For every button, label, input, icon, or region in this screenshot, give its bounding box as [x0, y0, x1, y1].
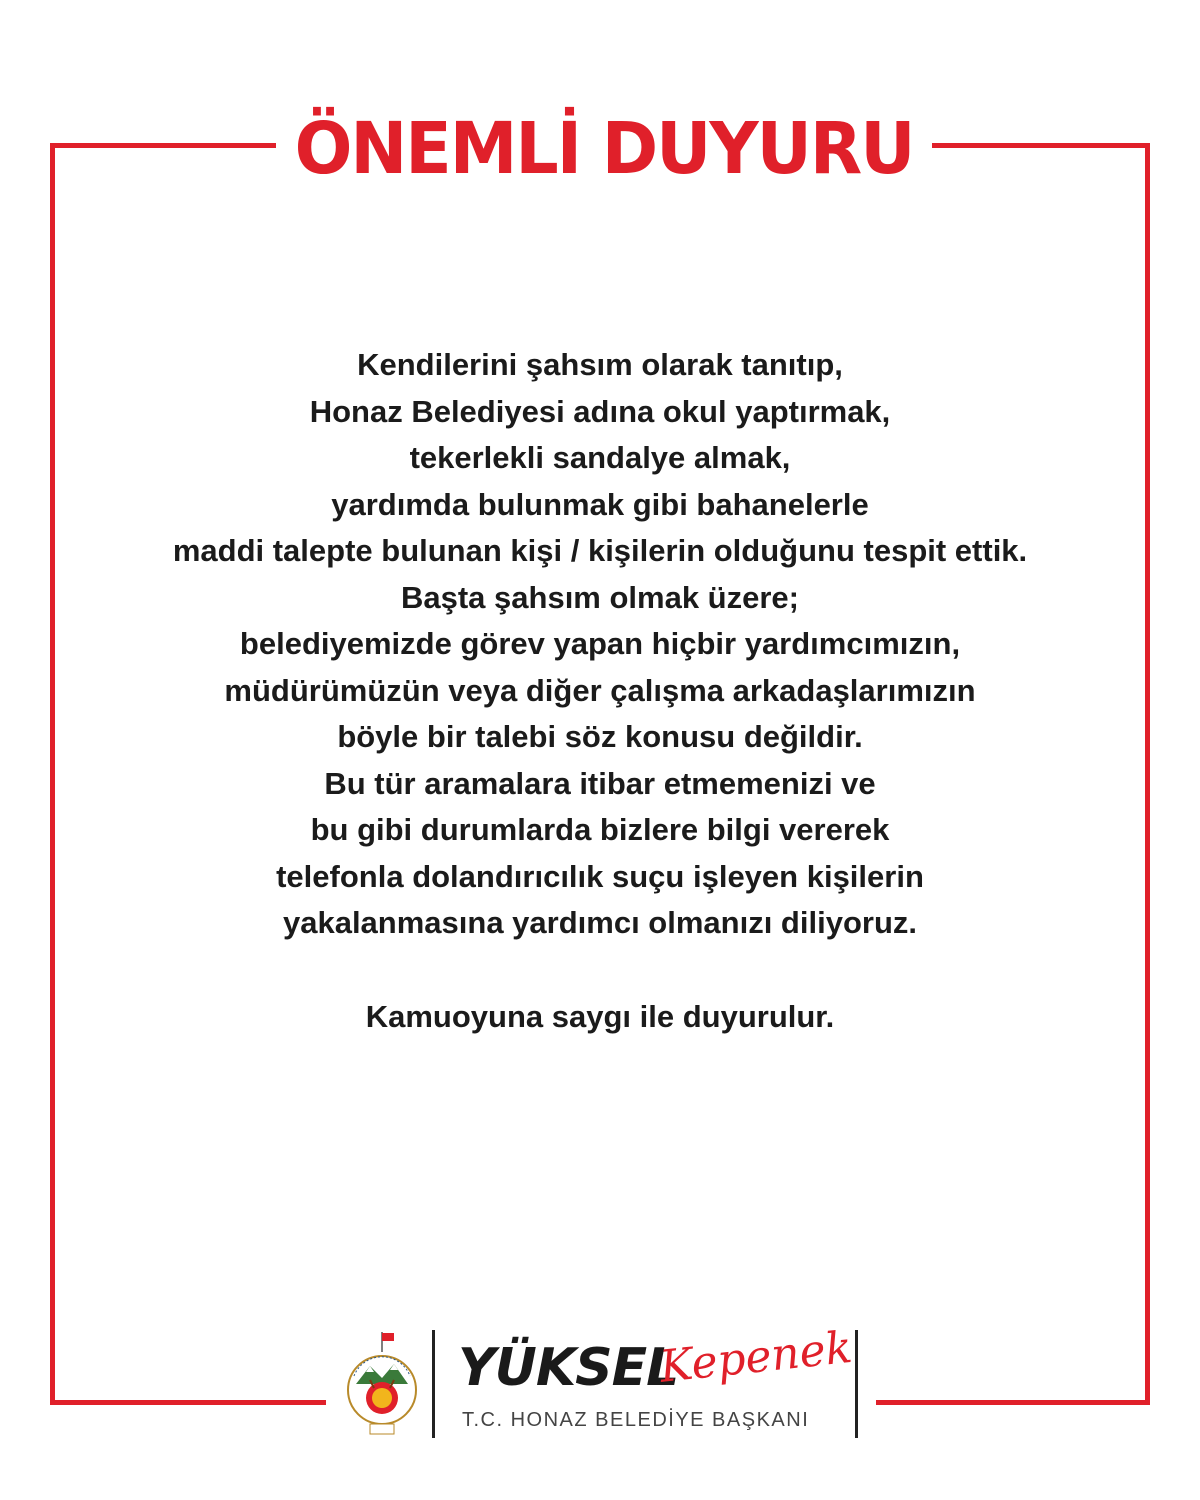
body-line: Honaz Belediyesi adına okul yaptırmak,	[309, 393, 891, 429]
frame-top-right-line	[932, 143, 1150, 148]
body-line: tekerlekli sandalye almak,	[409, 440, 791, 475]
signature-divider-left	[432, 1330, 435, 1438]
frame-bottom-left-line	[50, 1400, 326, 1405]
signature-divider-right	[855, 1330, 858, 1438]
body-line: yardımda bulunmak gibi bahanelerle	[331, 486, 869, 522]
body-line: Başta şahsım olmak üzere;	[400, 579, 799, 615]
body-line: belediyemizde görev yapan hiçbir yardımcımızın,	[239, 626, 961, 661]
signature-last-name: Kepenek	[657, 1321, 855, 1393]
frame-top-left-line	[50, 143, 276, 148]
body-line: maddi talepte bulunan kişi / kişilerin olduğunu tespit ettik.	[172, 533, 1028, 568]
frame-right-line	[1145, 143, 1150, 1405]
body-line: bu gibi durumlarda bizlere bilgi vererek	[310, 812, 890, 847]
body-line: telefonla dolandırıcılık suçu işleyen kişilerin	[276, 858, 924, 894]
announcement-body	[60, 342, 1140, 947]
body-line: böyle bir talebi söz konusu değildir.	[337, 719, 863, 754]
municipality-crest-icon	[340, 1330, 424, 1438]
frame-left-line	[50, 143, 55, 1405]
signature-first-name: YÜKSEL	[458, 1338, 679, 1398]
signature-role: T.C. HONAZ BELEDİYE BAŞKANI	[462, 1409, 810, 1431]
body-line: Kendilerini şahsım olarak tanıtıp,	[357, 347, 843, 382]
announcement-title: ÖNEMLİ DUYURU	[294, 108, 914, 191]
body-line: müdürümüzün veya diğer çalışma arkadaşlarımızın	[224, 672, 976, 708]
body-line: yakalanmasına yardımcı olmanızı diliyoruz.	[282, 905, 918, 940]
frame-bottom-right-line	[876, 1400, 1150, 1405]
body-line: Bu tür aramalara itibar etmemenizi ve	[324, 765, 876, 801]
closing-line: Kamuoyuna saygı ile duyurulur.	[365, 999, 835, 1034]
